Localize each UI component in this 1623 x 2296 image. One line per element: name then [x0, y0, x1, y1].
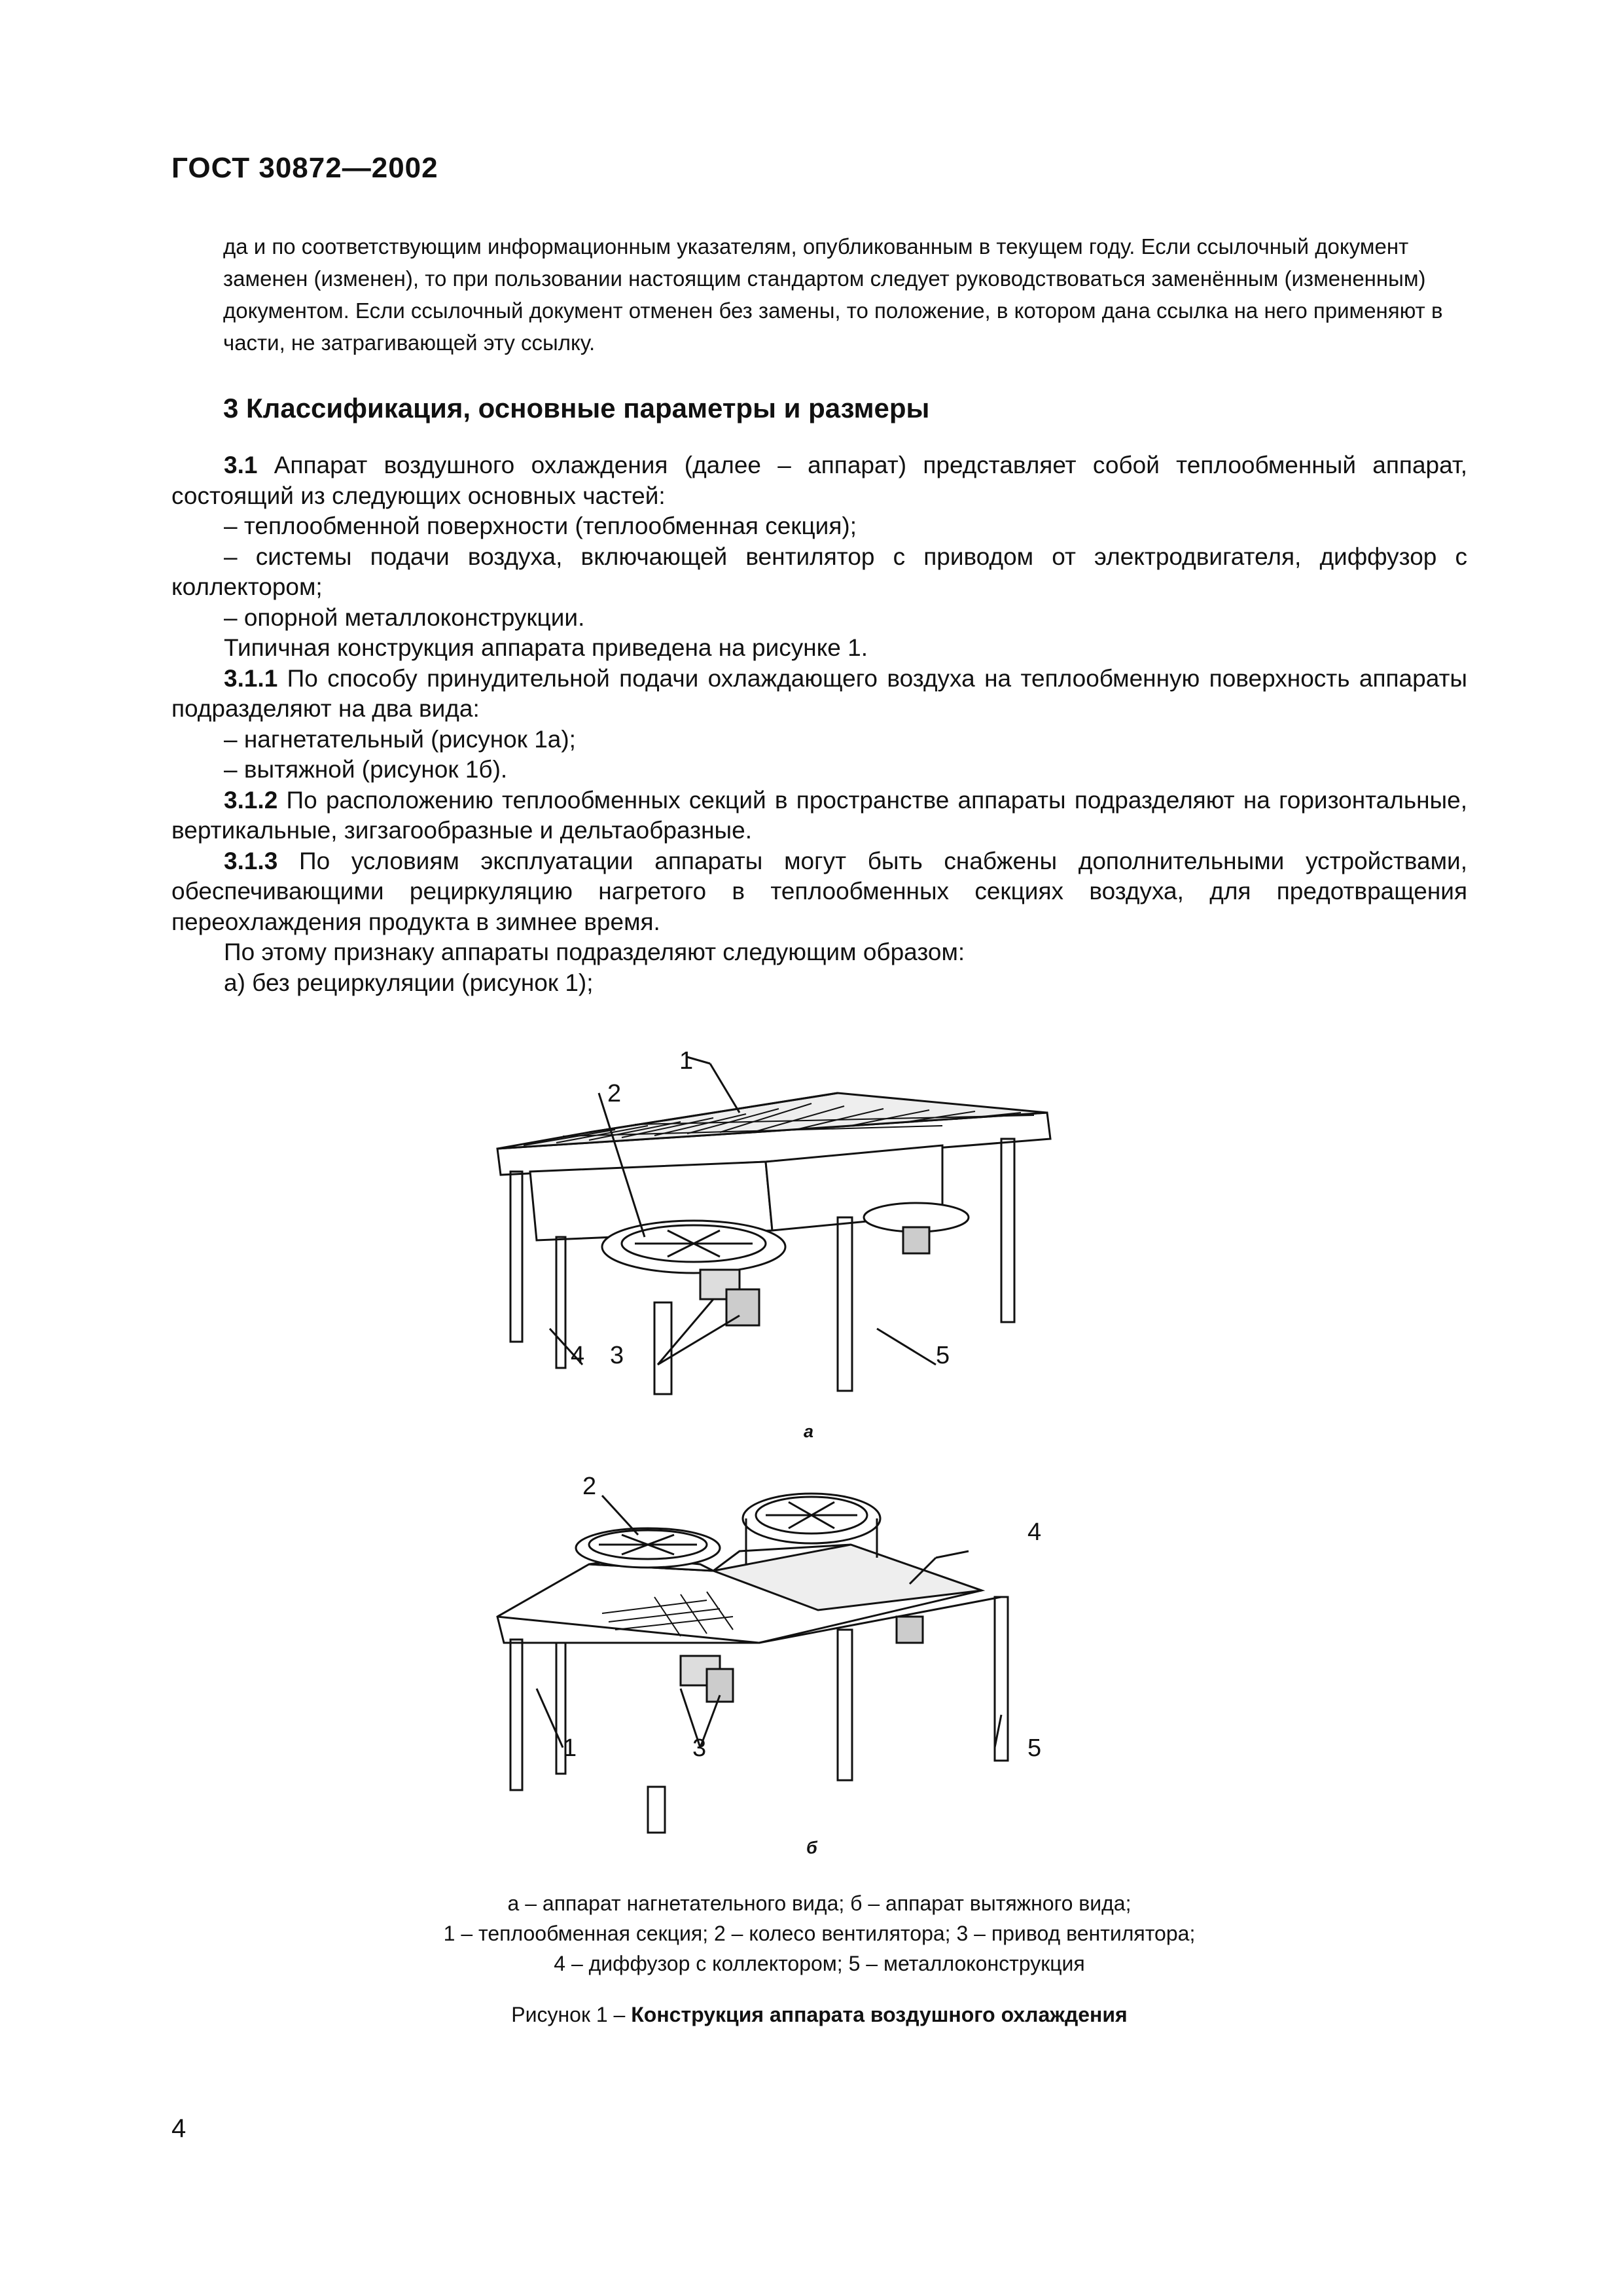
figure-b-label: б	[806, 1838, 817, 1857]
paragraph-3-1-1	[171, 664, 1467, 725]
label-1-top: 1	[679, 1047, 694, 1075]
clause-number: 3.1.3	[224, 847, 278, 874]
label-1-bottom: 1	[563, 1734, 577, 1762]
label-4-top: 4	[571, 1342, 585, 1369]
label-5-bottom: 5	[1027, 1734, 1042, 1762]
figure-1b	[484, 1473, 1073, 1839]
paragraph-3-1-2	[171, 785, 1467, 846]
paragraph-text: Типичная конструкция аппарата приведена на рисунке 1.	[224, 634, 868, 661]
legend-line: 4 – диффузор с коллектором; 5 – металлоконструкция	[554, 1952, 1085, 1975]
clause-number: 3.1.1	[224, 664, 278, 692]
intro-paragraph: да и по соответствующим информационным указателям, опубликованным в текущем году. Если ссылочный документ заменен (изменен), то при пользовании настоящим стандартом следует руководствоваться заменённым (измененным) документом. Если ссылочный документ отменен без замены, то положение, в котором дана ссылка на него применяют в части, не затрагивающей эту ссылку.	[223, 234, 1443, 355]
paragraph-3-1	[171, 450, 1467, 511]
body-text	[171, 450, 1467, 998]
list-item: – вытяжной (рисунок 1б).	[224, 756, 508, 783]
label-5-top: 5	[936, 1342, 950, 1369]
section-title: 3 Классификация, основные параметры и размеры	[223, 393, 930, 423]
paragraph-text: По условиям эксплуатации аппараты могут быть снабжены дополнительными устройствами, обеспечивающими рециркуляцию нагретого в теплообменных секциях воздуха, для предотвращения переохлаждения продукта в зимнее время.	[171, 847, 1467, 935]
page-number: 4	[171, 2114, 187, 2143]
label-2-bottom: 2	[582, 1473, 597, 1500]
figure-caption	[171, 2003, 1467, 2027]
list-item: – системы подачи воздуха, включающей вентилятор с приводом от электродвигателя, диффузор с коллектором;	[171, 543, 1467, 600]
list-item: – теплообменной поверхности (теплообменная секция);	[224, 512, 857, 539]
clause-number: 3.1	[224, 452, 258, 478]
clause-number: 3.1.2	[224, 786, 278, 814]
paragraph-text: По способу принудительной подачи охлаждающего воздуха на теплообменную поверхность аппараты подразделяют на два вида:	[171, 664, 1467, 722]
legend-line: а – аппарат нагнетательного вида; б – аппарат вытяжного вида;	[507, 1892, 1132, 1915]
figure-a-label: а	[804, 1422, 814, 1441]
paragraph-text: По этому признаку аппараты подразделяют следующим образом:	[224, 939, 965, 965]
document-header: ГОСТ 30872—2002	[171, 152, 438, 184]
caption-prefix: Рисунок 1 –	[511, 2003, 632, 2026]
label-4-bottom: 4	[1027, 1518, 1042, 1546]
figure-legend	[171, 1888, 1467, 1979]
paragraph-text: По расположению теплообменных секций в пространстве аппараты подразделяют на горизонтальные, вертикальные, зигзагообразные и дельтаобразные.	[171, 786, 1467, 844]
paragraph-text: а) без рециркуляции (рисунок 1);	[224, 969, 594, 996]
paragraph-text: Аппарат воздушного охлаждения (далее – аппарат) представляет собой теплообменный аппарат, состоящий из следующих основных частей:	[171, 452, 1467, 509]
paragraph-3-1-3	[171, 846, 1467, 938]
caption-title: Конструкция аппарата воздушного охлаждения	[631, 2003, 1128, 2026]
legend-line: 1 – теплообменная секция; 2 – колесо вентилятора; 3 – привод вентилятора;	[443, 1922, 1196, 1945]
label-3-bottom: 3	[692, 1734, 707, 1762]
label-2-top: 2	[607, 1080, 622, 1107]
list-item: – опорной металлоконструкции.	[224, 603, 585, 631]
induced-draft-cooler-drawing	[484, 1473, 1073, 1839]
list-item: – нагнетательный (рисунок 1а);	[224, 725, 576, 753]
label-3-top: 3	[610, 1342, 624, 1369]
